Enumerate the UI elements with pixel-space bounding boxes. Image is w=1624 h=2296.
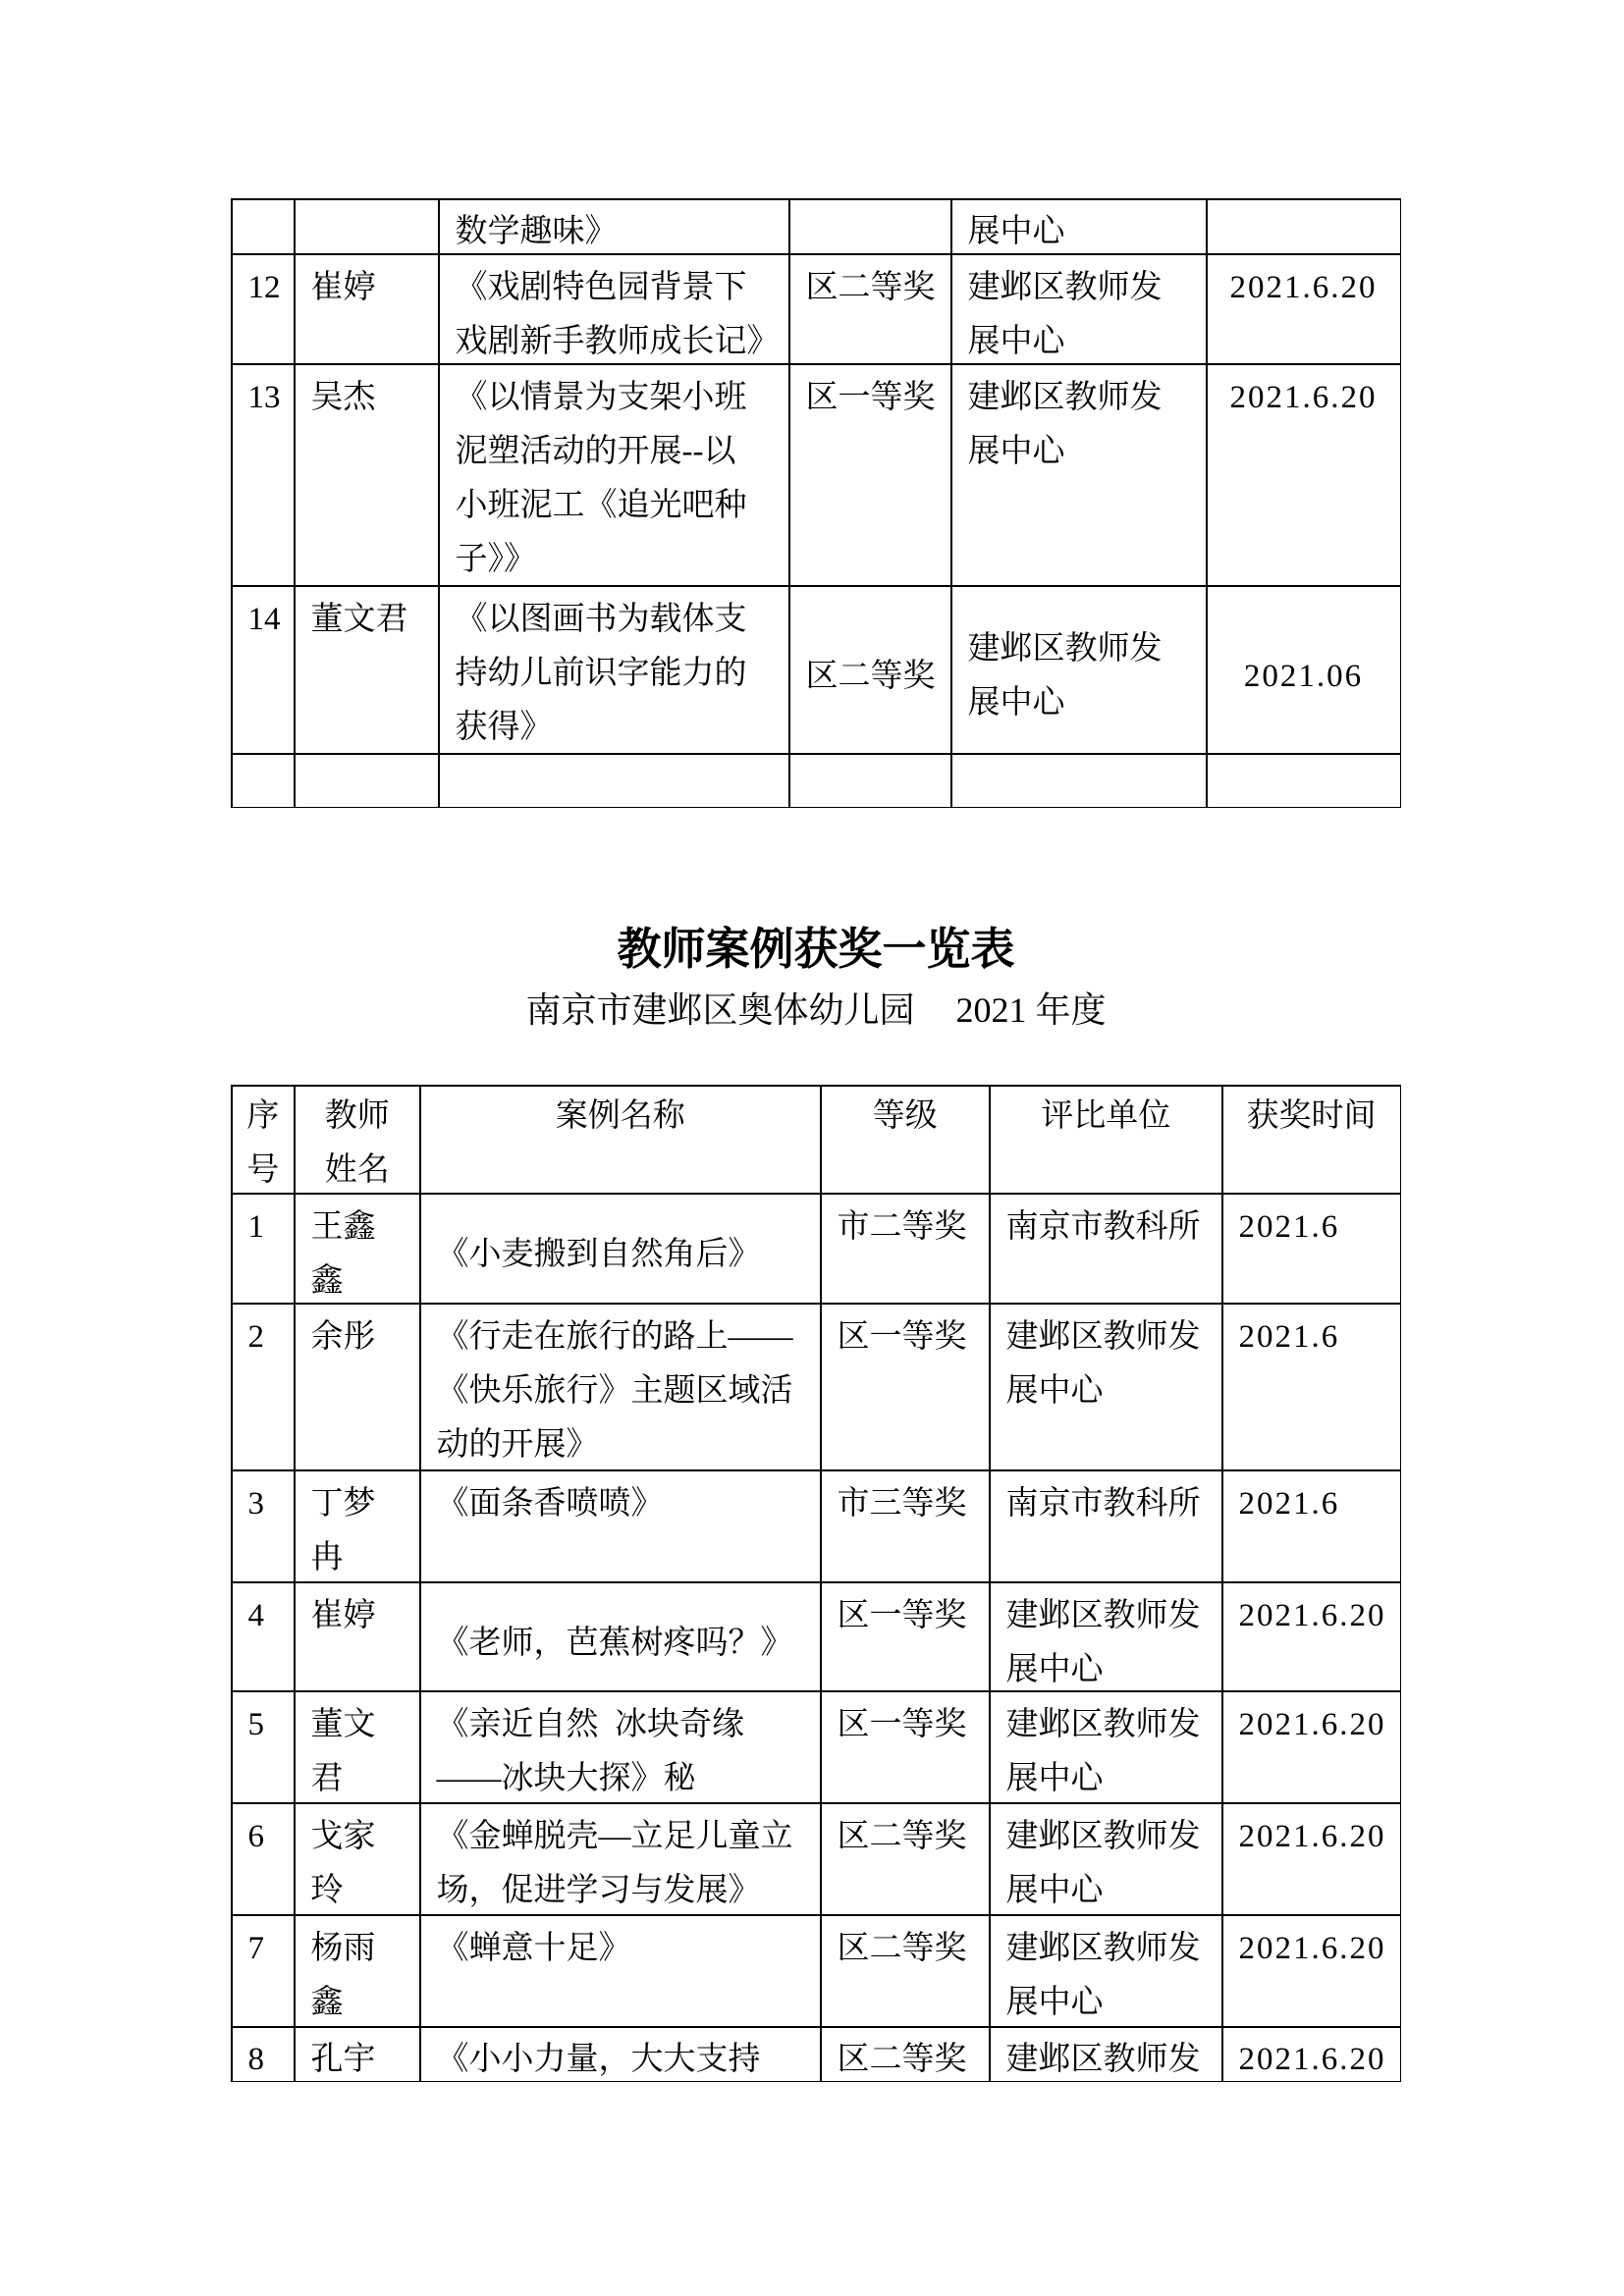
text-line: 2021.6.20 xyxy=(1229,379,1378,415)
text-line: 鑫 xyxy=(310,1262,344,1299)
text-line: 《老师，芭蕉树疼吗？》 xyxy=(436,1625,793,1661)
cell-grade xyxy=(822,2028,990,2081)
cell-date xyxy=(1208,755,1400,807)
text-line: 2021.6.20 xyxy=(1238,1818,1386,1854)
cell-unit xyxy=(991,1692,1222,1803)
text-line: 场，促进学习与发展》 xyxy=(436,1872,761,1908)
cell-teacher-name xyxy=(296,255,439,364)
awards-table-continued xyxy=(231,198,1401,808)
header-case-title xyxy=(421,1087,821,1194)
cell-unit xyxy=(952,200,1207,254)
text-line: 《小麦搬到自然角后》 xyxy=(436,1237,761,1273)
text-line: 鑫 xyxy=(310,1984,344,2020)
cell-teacher-name xyxy=(296,1305,420,1470)
text-line: 君 xyxy=(310,1760,344,1796)
cell-number xyxy=(233,1692,295,1803)
text-line: 建邺区教师发 xyxy=(967,269,1163,305)
cell-teacher-name xyxy=(296,587,439,754)
text-line: 区二等奖 xyxy=(805,269,936,305)
text-line: 2021.6.20 xyxy=(1238,1930,1386,1966)
text-line: 获得》 xyxy=(455,709,553,745)
cell-unit xyxy=(991,1195,1222,1304)
cell-case-title xyxy=(421,1916,821,2027)
cell-number xyxy=(233,2028,295,2081)
text-line: 南京市教科所 xyxy=(1005,1485,1201,1522)
text-line: 《快乐旅行》主题区域活 xyxy=(436,1372,793,1409)
text-line: 杨雨 xyxy=(310,1930,376,1966)
cell-grade xyxy=(822,1305,990,1470)
text-line: 《金蝉脱壳—立足儿童立 xyxy=(436,1818,793,1854)
cell-case-title xyxy=(421,1305,821,1470)
cell-date xyxy=(1223,1195,1400,1304)
text-line: 展中心 xyxy=(967,213,1065,249)
cell-date xyxy=(1223,1583,1400,1691)
cell-date xyxy=(1223,1692,1400,1803)
text-line: 《以情景为支架小班 xyxy=(455,379,747,415)
cell-number xyxy=(233,1195,295,1304)
text-line: 2021.6.20 xyxy=(1238,2041,1386,2077)
text-line: 7 xyxy=(247,1930,264,1966)
text-line: 获奖时间 xyxy=(1246,1097,1377,1134)
text-line: 2021.6.20 xyxy=(1229,269,1378,305)
cell-grade xyxy=(790,255,951,364)
text-line: 4 xyxy=(247,1597,264,1633)
cell-date xyxy=(1223,1305,1400,1470)
cell-unit xyxy=(991,1583,1222,1691)
text-line: 董文君 xyxy=(310,601,408,637)
text-line: 区二等奖 xyxy=(805,658,936,694)
cell-number xyxy=(233,200,295,254)
text-line: 2021.6.20 xyxy=(1238,1597,1386,1633)
cell-number xyxy=(233,1471,295,1582)
text-line: 5 xyxy=(247,1706,264,1742)
text-line: 玲 xyxy=(310,1872,344,1908)
cell-case-title xyxy=(421,2028,821,2081)
text-line: 崔婷 xyxy=(310,269,376,305)
cell-teacher-name xyxy=(296,1471,420,1582)
text-line: 区一等奖 xyxy=(837,1318,967,1355)
text-line: 区二等奖 xyxy=(837,1930,967,1966)
text-line: 建邺区教师发 xyxy=(1005,1318,1201,1355)
cell-teacher-name xyxy=(296,2028,420,2081)
text-line: 展中心 xyxy=(1005,1872,1104,1908)
cell-unit xyxy=(952,255,1207,364)
text-line: 3 xyxy=(247,1485,264,1522)
text-line: 8 xyxy=(247,2041,264,2077)
page-title: 教师案例获奖一览表 xyxy=(617,925,1015,974)
cell-number xyxy=(233,255,295,364)
text-line: 《面条香喷喷》 xyxy=(436,1485,664,1522)
cell-unit xyxy=(952,365,1207,586)
text-line: 案例名称 xyxy=(555,1097,685,1134)
text-line: 展中心 xyxy=(967,685,1065,721)
cell-date xyxy=(1208,200,1400,254)
text-line: 市三等奖 xyxy=(837,1485,967,1522)
text-line: 动的开展》 xyxy=(436,1426,599,1463)
page-subtitle xyxy=(231,983,1401,1038)
cell-date xyxy=(1208,255,1400,364)
text-line: 区一等奖 xyxy=(805,379,936,415)
cell-number xyxy=(233,1583,295,1691)
text-line: 号 xyxy=(246,1151,280,1188)
text-line: 序 xyxy=(246,1097,280,1134)
text-line: 建邺区教师发 xyxy=(1005,1597,1201,1633)
text-line: 2021.06 xyxy=(1243,658,1364,694)
cell-teacher-name xyxy=(296,200,439,254)
school-year: 2021 年度 xyxy=(955,990,1107,1030)
cell-grade xyxy=(822,1471,990,1582)
text-line: 展中心 xyxy=(967,433,1065,469)
text-line: 等级 xyxy=(872,1097,938,1134)
cell-number xyxy=(233,587,295,754)
cell-teacher-name xyxy=(296,1804,420,1915)
text-line: 2021.6 xyxy=(1238,1318,1340,1355)
text-line: 展中心 xyxy=(1005,1372,1104,1409)
cell-case-title xyxy=(440,587,789,754)
cell-date xyxy=(1208,365,1400,586)
header-grade xyxy=(822,1087,990,1194)
text-line: 小班泥工《追光吧种 xyxy=(455,487,747,523)
text-line: 2 xyxy=(247,1318,264,1355)
text-line: 1 xyxy=(247,1208,264,1245)
text-line: ——冰块大探》秘 xyxy=(436,1760,696,1796)
cell-unit xyxy=(991,1916,1222,2027)
text-line: 王鑫 xyxy=(310,1208,376,1245)
text-line: 13 xyxy=(247,379,281,415)
text-line: 区一等奖 xyxy=(837,1706,967,1742)
cell-grade xyxy=(790,200,951,254)
text-line: 戏剧新手教师成长记》 xyxy=(455,323,780,359)
cell-number xyxy=(233,1804,295,1915)
cell-case-title xyxy=(440,365,789,586)
cell-grade xyxy=(790,587,951,754)
text-line: 崔婷 xyxy=(310,1597,376,1633)
header-teacher-name xyxy=(296,1087,420,1194)
cell-unit xyxy=(991,1305,1222,1470)
cell-unit xyxy=(991,1804,1222,1915)
cell-teacher-name xyxy=(296,1916,420,2027)
text-line: 建邺区教师发 xyxy=(1005,1818,1201,1854)
text-line: 建邺区教师发 xyxy=(1005,1930,1201,1966)
cell-teacher-name xyxy=(296,755,439,807)
text-line: 子》》 xyxy=(455,541,536,577)
text-line: 《小小力量，大大支持 xyxy=(436,2041,761,2077)
text-line: 6 xyxy=(247,1818,264,1854)
cell-case-title xyxy=(421,1804,821,1915)
cell-grade xyxy=(790,365,951,586)
text-line: 南京市教科所 xyxy=(1005,1208,1201,1245)
cell-case-title xyxy=(421,1195,821,1304)
text-line: 14 xyxy=(247,601,281,637)
cell-teacher-name xyxy=(296,1583,420,1691)
school-name: 南京市建邺区奥体幼儿园 xyxy=(525,990,915,1030)
cell-grade xyxy=(822,1692,990,1803)
text-line: 区二等奖 xyxy=(837,2041,967,2077)
cell-teacher-name xyxy=(296,1692,420,1803)
text-line: 市二等奖 xyxy=(837,1208,967,1245)
text-line: 12 xyxy=(247,269,281,305)
text-line: 建邺区教师发 xyxy=(967,631,1163,667)
cell-case-title xyxy=(421,1692,821,1803)
case-awards-table xyxy=(231,1085,1401,2082)
text-line: 董文 xyxy=(310,1706,376,1742)
header-number xyxy=(233,1087,295,1194)
cell-date xyxy=(1223,1471,1400,1582)
cell-number xyxy=(233,365,295,586)
cell-case-title xyxy=(440,255,789,364)
text-line: 区二等奖 xyxy=(837,1818,967,1854)
text-line: 2021.6 xyxy=(1238,1485,1340,1522)
cell-unit xyxy=(991,1471,1222,1582)
cell-case-title xyxy=(440,755,789,807)
text-line: 《蝉意十足》 xyxy=(436,1930,631,1966)
cell-teacher-name xyxy=(296,365,439,586)
text-line: 余彤 xyxy=(310,1318,376,1355)
cell-case-title xyxy=(421,1583,821,1691)
text-line: 《亲近自然 冰块奇缘 xyxy=(436,1706,744,1742)
text-line: 吴杰 xyxy=(310,379,376,415)
text-line: 建邺区教师发 xyxy=(1005,1706,1201,1742)
cell-number xyxy=(233,1305,295,1470)
text-line: 展中心 xyxy=(967,323,1065,359)
text-line: 姓名 xyxy=(324,1151,390,1188)
text-line: 展中心 xyxy=(1005,1984,1104,2020)
cell-date xyxy=(1223,1804,1400,1915)
cell-unit xyxy=(952,755,1207,807)
cell-number xyxy=(233,1916,295,2027)
cell-date xyxy=(1223,2028,1400,2081)
cell-number xyxy=(233,755,295,807)
text-line: 冉 xyxy=(310,1539,344,1575)
text-line: 《以图画书为载体支 xyxy=(455,601,747,637)
text-line: 丁梦 xyxy=(310,1485,376,1522)
cell-grade xyxy=(790,755,951,807)
text-line: 建邺区教师发 xyxy=(1005,2041,1201,2077)
text-line: 展中心 xyxy=(1005,1651,1104,1687)
cell-date xyxy=(1208,587,1400,754)
cell-grade xyxy=(822,1804,990,1915)
text-line: 建邺区教师发 xyxy=(967,379,1163,415)
cell-date xyxy=(1223,1916,1400,2027)
text-line: 评比单位 xyxy=(1041,1097,1171,1134)
header-unit xyxy=(991,1087,1222,1194)
text-line: 2021.6 xyxy=(1238,1208,1340,1245)
text-line: 《行走在旅行的路上—— xyxy=(436,1318,793,1355)
text-line: 2021.6.20 xyxy=(1238,1706,1386,1742)
cell-case-title xyxy=(421,1471,821,1582)
cell-unit xyxy=(991,2028,1222,2081)
cell-grade xyxy=(822,1916,990,2027)
header-date xyxy=(1223,1087,1400,1194)
text-line: 区一等奖 xyxy=(837,1597,967,1633)
text-line: 展中心 xyxy=(1005,1760,1104,1796)
text-line: 戈家 xyxy=(310,1818,376,1854)
cell-grade xyxy=(822,1583,990,1691)
text-line: 教师 xyxy=(324,1097,390,1134)
text-line: 《戏剧特色园背景下 xyxy=(455,269,747,305)
text-line: 孔宇 xyxy=(310,2041,376,2077)
cell-grade xyxy=(822,1195,990,1304)
text-line: 持幼儿前识字能力的 xyxy=(455,655,747,691)
cell-case-title xyxy=(440,200,789,254)
text-line: 数学趣味》 xyxy=(455,213,618,249)
cell-teacher-name xyxy=(296,1195,420,1304)
cell-unit xyxy=(952,587,1207,754)
text-line: 泥塑活动的开展--以 xyxy=(455,433,736,469)
